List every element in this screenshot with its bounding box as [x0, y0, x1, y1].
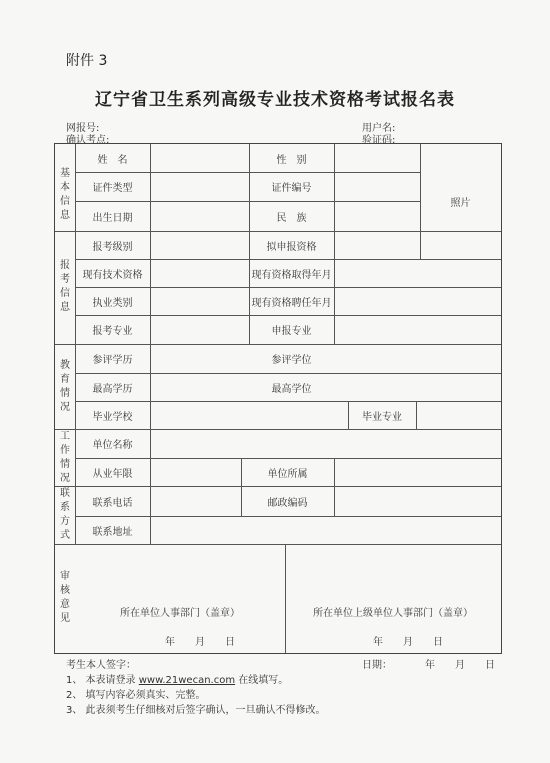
signature-date: 年 月 日	[425, 660, 495, 671]
note-3: 3、 此表须考生仔细核对后签字确认，一旦确认不得修改。	[66, 705, 326, 716]
label-id-type: 证件类型	[92, 183, 133, 194]
label-phone: 联系电话	[92, 497, 133, 509]
reg-no-label: 网报号:	[66, 123, 100, 134]
label-exam-level: 报考级别	[92, 241, 133, 253]
confirm-site-label: 确认考点:	[66, 135, 110, 146]
attachment-label: 附件 3	[66, 53, 108, 69]
superior-hr-date: 年 月 日	[373, 636, 443, 648]
label-apply-major: 申报专业	[271, 326, 312, 337]
label-name: 姓 名	[97, 154, 128, 166]
label-hire-date: 现有资格聘任年月	[251, 297, 332, 309]
unit-hr-date: 年 月 日	[165, 636, 235, 648]
website-link[interactable]: www.21wecan.com	[138, 675, 236, 686]
form-title: 辽宁省卫生系列高级专业技术资格考试报名表	[95, 90, 455, 110]
label-work-years: 从业年限	[92, 468, 133, 480]
label-current-qualification: 现有技术资格	[82, 269, 143, 281]
username-label: 用户名:	[362, 123, 396, 134]
label-eval-degree: 参评学位	[271, 355, 312, 366]
superior-hr-stamp: 所在单位上级单位人事部门（盖章）	[313, 607, 473, 619]
label-graduate-major: 毕业专业	[362, 411, 402, 423]
label-address: 联系地址	[92, 526, 133, 538]
label-graduate-school: 毕业学校	[92, 411, 133, 423]
section-education: 教育情况	[60, 360, 70, 413]
note-1-suffix: 在线填写。	[235, 675, 289, 686]
label-postcode: 邮政编码	[267, 497, 308, 509]
label-qualification-date: 现有资格取得年月	[251, 269, 332, 281]
signature-label: 考生本人签字：	[66, 660, 136, 671]
label-unit-affiliation: 单位所属	[267, 468, 308, 480]
note-2: 2、 填写内容必须真实、完整。	[66, 690, 206, 701]
verify-code-label: 验证码:	[362, 135, 396, 146]
label-intended-qualification: 拟申报资格	[266, 241, 317, 253]
label-highest-education: 最高学历	[92, 383, 133, 395]
label-birth-date: 出生日期	[92, 212, 133, 224]
label-eval-education: 参评学历	[92, 355, 133, 366]
section-exam-info: 报考信息	[60, 260, 70, 313]
registration-form-table	[54, 143, 502, 654]
label-highest-degree: 最高学位	[271, 383, 312, 395]
label-id-number: 证件编号	[271, 183, 312, 194]
label-exam-major: 报考专业	[92, 326, 133, 337]
label-ethnicity: 民 族	[276, 212, 307, 224]
photo-box: 照片	[450, 198, 471, 209]
section-basic-info: 基本信息	[60, 168, 70, 221]
section-review: 审核意见	[60, 571, 70, 624]
note-1	[66, 671, 288, 686]
label-employer: 单位名称	[92, 440, 133, 451]
label-gender: 性 别	[276, 154, 307, 166]
note-1-prefix: 1、 本表请登录	[66, 675, 139, 686]
label-practice-type: 执业类别	[92, 297, 133, 309]
date-label: 日期：	[362, 660, 392, 671]
section-contact: 联系方式	[60, 488, 70, 541]
section-work: 工作情况	[60, 431, 70, 484]
unit-hr-stamp: 所在单位人事部门（盖章）	[120, 607, 240, 619]
